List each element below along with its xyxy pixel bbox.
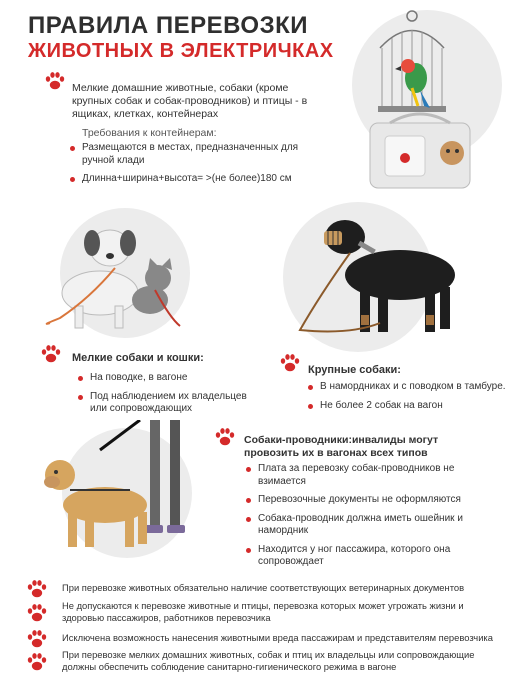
guide-dogs-list [244,463,464,575]
footer-rule [30,630,500,650]
paw-icon [44,70,66,92]
small-pets-text: Мелкие домашние животные, собаки (кроме крупных собак и собак-проводников) и птицы - в ящиках, клетках, контейнерах [72,82,308,120]
footer-rule-text: При перевозке мелких домашних животных, собак и птиц их владельцы или сопровождающие должны обеспечить соблюдение санитарно-гигиенического режима в вагоне [62,649,475,672]
paw-icon [40,343,62,365]
container-requirements-list [68,142,308,192]
small-dogs-cats-list [76,372,266,422]
page-title: ПРАВИЛА ПЕРЕВОЗКИ [28,12,309,39]
list-item: Размещаются в местах, предназначенных для ручной клади [68,142,308,167]
footer-rule [30,580,500,600]
list-item: Плата за перевозку собак-проводников не взимается [244,463,464,488]
list-item: Находится у ног пассажира, которого она сопровождает [244,544,464,569]
paw-icon [26,651,48,673]
muzzled-rottweiler-illustration [270,205,480,345]
footer-rule-text: Не допускаются к перевозке животные и птицы, перевозка которых может угрожать жизни и здоровью пассажиров, работников перевозчика [62,600,464,623]
footer-rule [30,649,500,675]
container-requirements-title: Требования к контейнерам: [82,127,217,139]
list-item: На поводке, в вагоне [76,372,266,385]
list-item: Длинна+ширина+высота= >(не более)180 см [68,173,308,186]
parrot-cage-illustration [360,8,500,198]
page-subtitle: ЖИВОТНЫХ В ЭЛЕКТРИЧКАХ [28,40,334,62]
paw-icon [26,578,48,600]
list-item: Собака-проводник должна иметь ошейник и намордник [244,513,464,538]
paw-icon [26,602,48,624]
footer-rule-text: При перевозке животных обязательно наличие соответствующих ветеринарных документов [62,582,465,593]
large-dogs-list [306,381,511,418]
dog-and-cat-illustration [30,208,210,338]
small-dogs-cats-title: Мелкие собаки и кошки: [72,352,204,364]
list-item: Перевозочные документы не оформляются [244,494,464,507]
list-item: В намордниках и с поводком в тамбуре. [306,381,511,394]
list-item: Под наблюдением их владельцев или сопровождающих [76,391,266,416]
large-dogs-title: Крупные собаки: [308,364,401,376]
guide-dog-illustration [30,420,230,570]
list-item: Не более 2 собак на вагон [306,400,511,413]
footer-rule-text: Исключена возможность нанесения животными вреда пассажирам и представителям перевозчика [62,632,493,643]
paw-icon [26,628,48,650]
footer-rule [30,600,500,626]
guide-dogs-title: Собаки-проводники:инвалиды могут провозить их в вагонах всех типов [244,434,439,459]
paw-icon [279,352,301,374]
paw-icon [214,426,236,448]
